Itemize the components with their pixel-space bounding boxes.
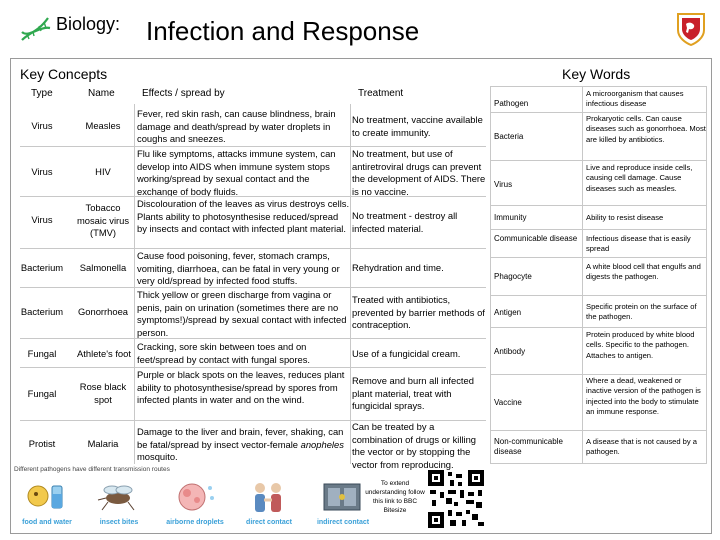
page-title: Infection and Response [146,16,420,46]
row-type: Virus [31,166,53,177]
key-words-heading: Key Words [562,66,631,82]
row-name: Salmonella [79,262,127,273]
key-word-term: Phagocyte [494,272,532,281]
key-word-definition: Ability to resist disease [586,213,664,222]
route-label: indirect contact [316,519,370,526]
key-word-definition: A microorganism that causes infectious disease [586,89,684,109]
row-name: Tobacco mosaic virus (TMV) [76,202,130,238]
key-word-term: Antigen [494,308,522,317]
key-word-definition: Infectious disease that is easily spread [586,234,691,254]
route-insect-bites [86,476,148,530]
key-word-definition: Live and reproduce inside cells, causing cell damage. Cause diseases such as measles. [586,163,693,193]
column-divider [350,104,351,464]
qr-code-icon[interactable] [428,470,484,528]
row-effects: Purple or black spots on the leaves, reduces plant ability to photosynthesise/spread by spores from infected plants in water and on the wind. [137,369,345,405]
bbc-bitesize-link-text[interactable]: To extend understanding follow this link to BBC Bitesize [365,480,425,514]
row-effects-text: Damage to the liver and brain, fever, shaking, can be fatal/spread by insect vector-female [137,426,344,450]
transmission-routes-title: Different pathogens have different transmission routes [14,466,170,473]
row-divider [20,196,486,197]
key-word-definition: Where a dead, weakened or inactive version of the pathogen is injected into the body to stimulate an immune response. [586,376,701,417]
column-header-type: Type [31,88,53,99]
row-name: Gonorrhoea [77,306,129,317]
column-header-effects: Effects / spread by [142,88,225,99]
row-type: Fungal [27,388,57,399]
row-type: Protist [28,438,56,449]
row-divider [20,338,486,339]
row-effects [137,426,350,464]
row-treatment: Rehydration and time. [352,262,444,273]
row-treatment: Treated with antibiotics, prevented by barrier methods of contraception. [352,294,485,330]
row-name: Measles [85,120,121,131]
row-name: Malaria [87,438,119,449]
key-words-row-divider [490,112,706,113]
row-type: Fungal [27,348,57,359]
key-word-term: Pathogen [494,99,529,108]
route-label: airborne droplets [166,519,224,526]
key-word-term: Immunity [494,213,527,222]
row-type: Bacterium [20,262,64,273]
key-word-definition: A white blood cell that engulfs and digests the pathogen. [586,262,701,282]
key-word-term: Vaccine [494,398,522,407]
school-crest-icon [676,12,706,46]
key-words-row-divider [490,430,706,431]
route-airborne-droplets [162,476,224,530]
column-divider [134,104,135,464]
dna-icon [18,12,54,44]
row-divider [20,146,486,147]
key-word-definition: A disease that is not caused by a pathogen. [586,437,698,457]
row-name: Athlete's foot [77,348,131,359]
key-words-row-divider [490,205,706,206]
row-effects: Fever, red skin rash, can cause blindness, brain damage and death/spread by water droplets in coughs and sneezes. [137,108,336,144]
row-treatment: No treatment - destroy all infected material. [352,210,458,234]
key-word-term: Antibody [494,347,526,356]
page-header [0,0,720,52]
row-divider [20,248,486,249]
key-words-row-divider [490,327,706,328]
route-label: insect bites [99,519,139,526]
direct-contact-icon [244,478,292,516]
key-words-row-divider [490,295,706,296]
airborne-droplets-icon [170,478,218,516]
row-effects: Flu like symptoms, attacks immune system, can develop into AIDS when immune system stops working/spread by sexual contact and the exchange of body fluids. [137,148,336,197]
row-type: Bacterium [20,306,64,317]
row-type: Virus [31,214,53,225]
route-label: food and water [22,519,72,526]
row-treatment: Remove and burn all infected plant material, treat with fungicidal sprays. [352,375,474,411]
column-header-treatment: Treatment [358,88,404,99]
key-words-row-divider [490,229,706,230]
row-treatment: No treatment, but use of antiretroviral drugs can prevent the development of AIDS. There is no vaccine. [352,148,486,197]
key-words-border [706,86,707,464]
row-divider [20,367,486,368]
key-words-row-divider [490,86,706,87]
row-treatment: Use of a fungicidal cream. [352,348,461,359]
row-name: HIV [95,166,111,177]
key-words-row-divider [490,374,706,375]
key-word-term: Communicable disease [494,234,578,243]
row-effects-species: anopheles [300,438,344,450]
key-words-row-divider [490,160,706,161]
row-type: Virus [31,120,53,131]
row-effects: Cause food poisoning, fever, stomach cramps, vomiting, diarrhoea, can be fatal in very young or very old/spread by infected food stuffs. [137,250,340,286]
row-effects: Cracking, sore skin between toes and on feet/spread by contact with fungal spores. [137,341,311,365]
key-word-term: Bacteria [494,132,524,141]
route-direct-contact [236,476,298,530]
row-treatment: Can be treated by a combination of drugs or killing the vector or by stopping the vector from reproducing. [352,421,477,470]
column-header-name: Name [88,88,115,99]
row-divider [20,287,486,288]
route-indirect-contact [310,476,372,530]
row-treatment: No treatment, vaccine available to create immunity. [352,114,483,138]
key-word-term: Virus [494,180,513,189]
row-name: Rose black spot [79,381,127,405]
row-effects: Discolouration of the leaves as virus destroys cells. Plants ability to photosynthesise reduced/spread by insects and contact with infected plant material. [137,198,350,234]
row-effects-text-end: mosquito. [137,451,178,462]
key-word-definition: Specific protein on the surface of the pathogen. [586,302,697,322]
insect-bites-icon [94,478,142,516]
page-title-subject: Biology: [56,14,121,34]
key-word-term: Non-communicable disease [494,437,563,456]
key-words-row-divider [490,463,706,464]
route-label: direct contact [246,519,292,526]
key-word-definition: Protein produced by white blood cells. Specific to the pathogen. Attaches to antigen. [586,330,695,360]
key-word-definition: Prokaryotic cells. Can cause diseases such as gonorrhoea. Most are killed by antibiotics. [586,114,706,144]
row-effects: Thick yellow or green discharge from vagina or penis, pain on urination (sometimes there are no symptoms!)/spread by sexual contact with infected person. [137,289,347,338]
key-words-border [490,86,491,464]
key-concepts-heading: Key Concepts [20,66,108,82]
transmission-routes [14,466,382,530]
route-food-and-water [14,476,76,530]
food-and-water-icon [22,478,70,516]
indirect-contact-icon [318,478,366,516]
key-words-row-divider [490,257,706,258]
key-words-divider [582,86,583,464]
